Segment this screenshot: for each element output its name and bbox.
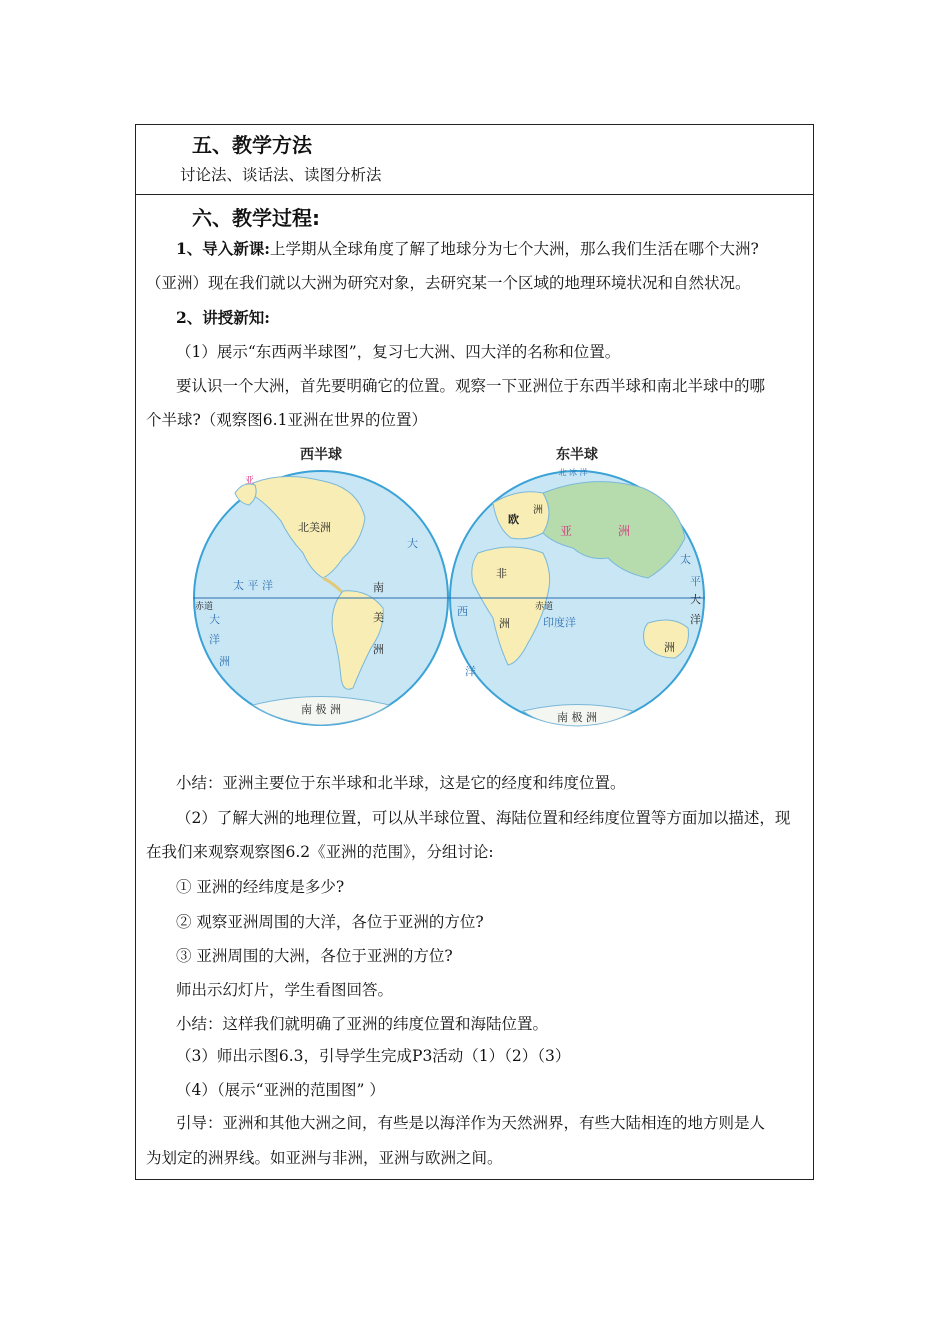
summary-2: 小结：这样我们就明确了亚洲的纬度位置和海陆位置。: [176, 1015, 549, 1033]
para-2b: 个半球?（观察图6.1亚洲在世界的位置）: [146, 411, 427, 429]
para-6: （4）（展示“亚洲的范围图” ）: [176, 1081, 385, 1099]
label-africa-2: 洲: [499, 617, 510, 630]
label-east-pacific-4: 洋: [690, 613, 701, 626]
label-west-ocean-2: 洋: [209, 633, 220, 646]
label-west-ocean-1: 大: [209, 613, 220, 626]
intro-line-1: [176, 239, 803, 259]
label-atlantic-west-2: 洋: [465, 665, 476, 678]
para-4: 师出示幻灯片，学生看图回答。: [176, 981, 394, 999]
para-2a: 要认识一个大洲，首先要明确它的位置。观察一下亚洲位于东西半球和南北半球中的哪: [176, 377, 766, 395]
question-1: ① 亚洲的经纬度是多少?: [176, 878, 345, 896]
section-teaching-methods: [136, 125, 813, 195]
para-7b: 为划定的洲界线。如亚洲与非洲，亚洲与欧洲之间。: [146, 1149, 503, 1167]
para-3b: 在我们来观察观察图6.2《亚洲的范围》，分组讨论:: [146, 843, 494, 861]
intro-line-2: （亚洲）现在我们就以大洲为研究对象，去研究某一个区域的地理环境状况和自然状况。: [146, 274, 751, 292]
intro-text-1: 上学期从全球角度了解了地球分为七个大洲，那么我们生活在哪个大洲?: [270, 240, 759, 258]
equator-label-east: 赤道: [535, 602, 554, 612]
east-hemisphere-title: 东半球: [556, 447, 598, 463]
label-pacific-west: 太 平 洋: [233, 579, 273, 592]
label-asia-west: 亚: [245, 476, 255, 486]
label-west-ocean-3: 洲: [219, 655, 230, 668]
label-atlantic-west-1: 西: [457, 605, 468, 618]
lesson-table: [135, 124, 814, 1180]
intro-label: 1、导入新课:: [176, 239, 271, 258]
label-indian-ocean: 印度洋: [543, 616, 576, 629]
para-5: （3）师出示图6.3，引导学生完成P3活动（1）（2）（3）: [176, 1047, 571, 1065]
label-asia-2: 洲: [618, 524, 631, 538]
label-asia-1: 亚: [560, 524, 573, 538]
label-east-pacific-1: 太: [680, 553, 691, 566]
new-knowledge-label: 2、讲授新知:: [176, 308, 271, 327]
para-7a: 引导：亚洲和其他大洲之间，有些是以海洋作为天然洲界，有些大陆相连的地方则是人: [176, 1114, 766, 1132]
label-arctic: 北 冰 洋: [558, 468, 588, 477]
label-africa-1: 非: [496, 567, 507, 580]
label-east-pacific-3: 大: [690, 593, 701, 606]
label-south-america-1: 南: [373, 581, 384, 594]
label-antarctica-west: 南 极 洲: [301, 703, 341, 716]
west-hemisphere-title: 西半球: [300, 447, 342, 463]
label-south-america-2: 美: [373, 611, 384, 624]
question-3: ③ 亚洲周围的大洲，各位于亚洲的方位?: [176, 947, 453, 965]
question-2: ② 观察亚洲周围的大洋，各位于亚洲的方位?: [176, 913, 484, 931]
section5-heading: 五、教学方法: [192, 133, 312, 157]
para-3a: （2）了解大洲的地理位置，可以从半球位置、海陆位置和经纬度位置等方面加以描述，现: [176, 809, 791, 827]
label-north-america: 北美洲: [298, 521, 331, 534]
hemisphere-map: [193, 443, 713, 735]
methods-text: 讨论法、谈话法、读图分析法: [180, 166, 382, 184]
summary-1: 小结：亚洲主要位于东半球和北半球，这是它的经度和纬度位置。: [176, 774, 626, 792]
section6-heading: 六、教学过程:: [192, 206, 320, 230]
para-1: （1）展示“东西两半球图”，复习七大洲、四大洋的名称和位置。: [176, 343, 621, 361]
label-east-pacific-2: 平: [690, 575, 701, 588]
label-europe-1: 欧: [508, 513, 519, 526]
label-south-america-3: 洲: [373, 643, 384, 656]
label-oceania: 洲: [664, 641, 675, 654]
label-atlantic-side: 大: [407, 537, 418, 550]
label-antarctica-east: 南 极 洲: [557, 711, 597, 724]
equator-label-west: 赤道: [195, 602, 214, 612]
label-europe-2: 洲: [533, 505, 543, 516]
